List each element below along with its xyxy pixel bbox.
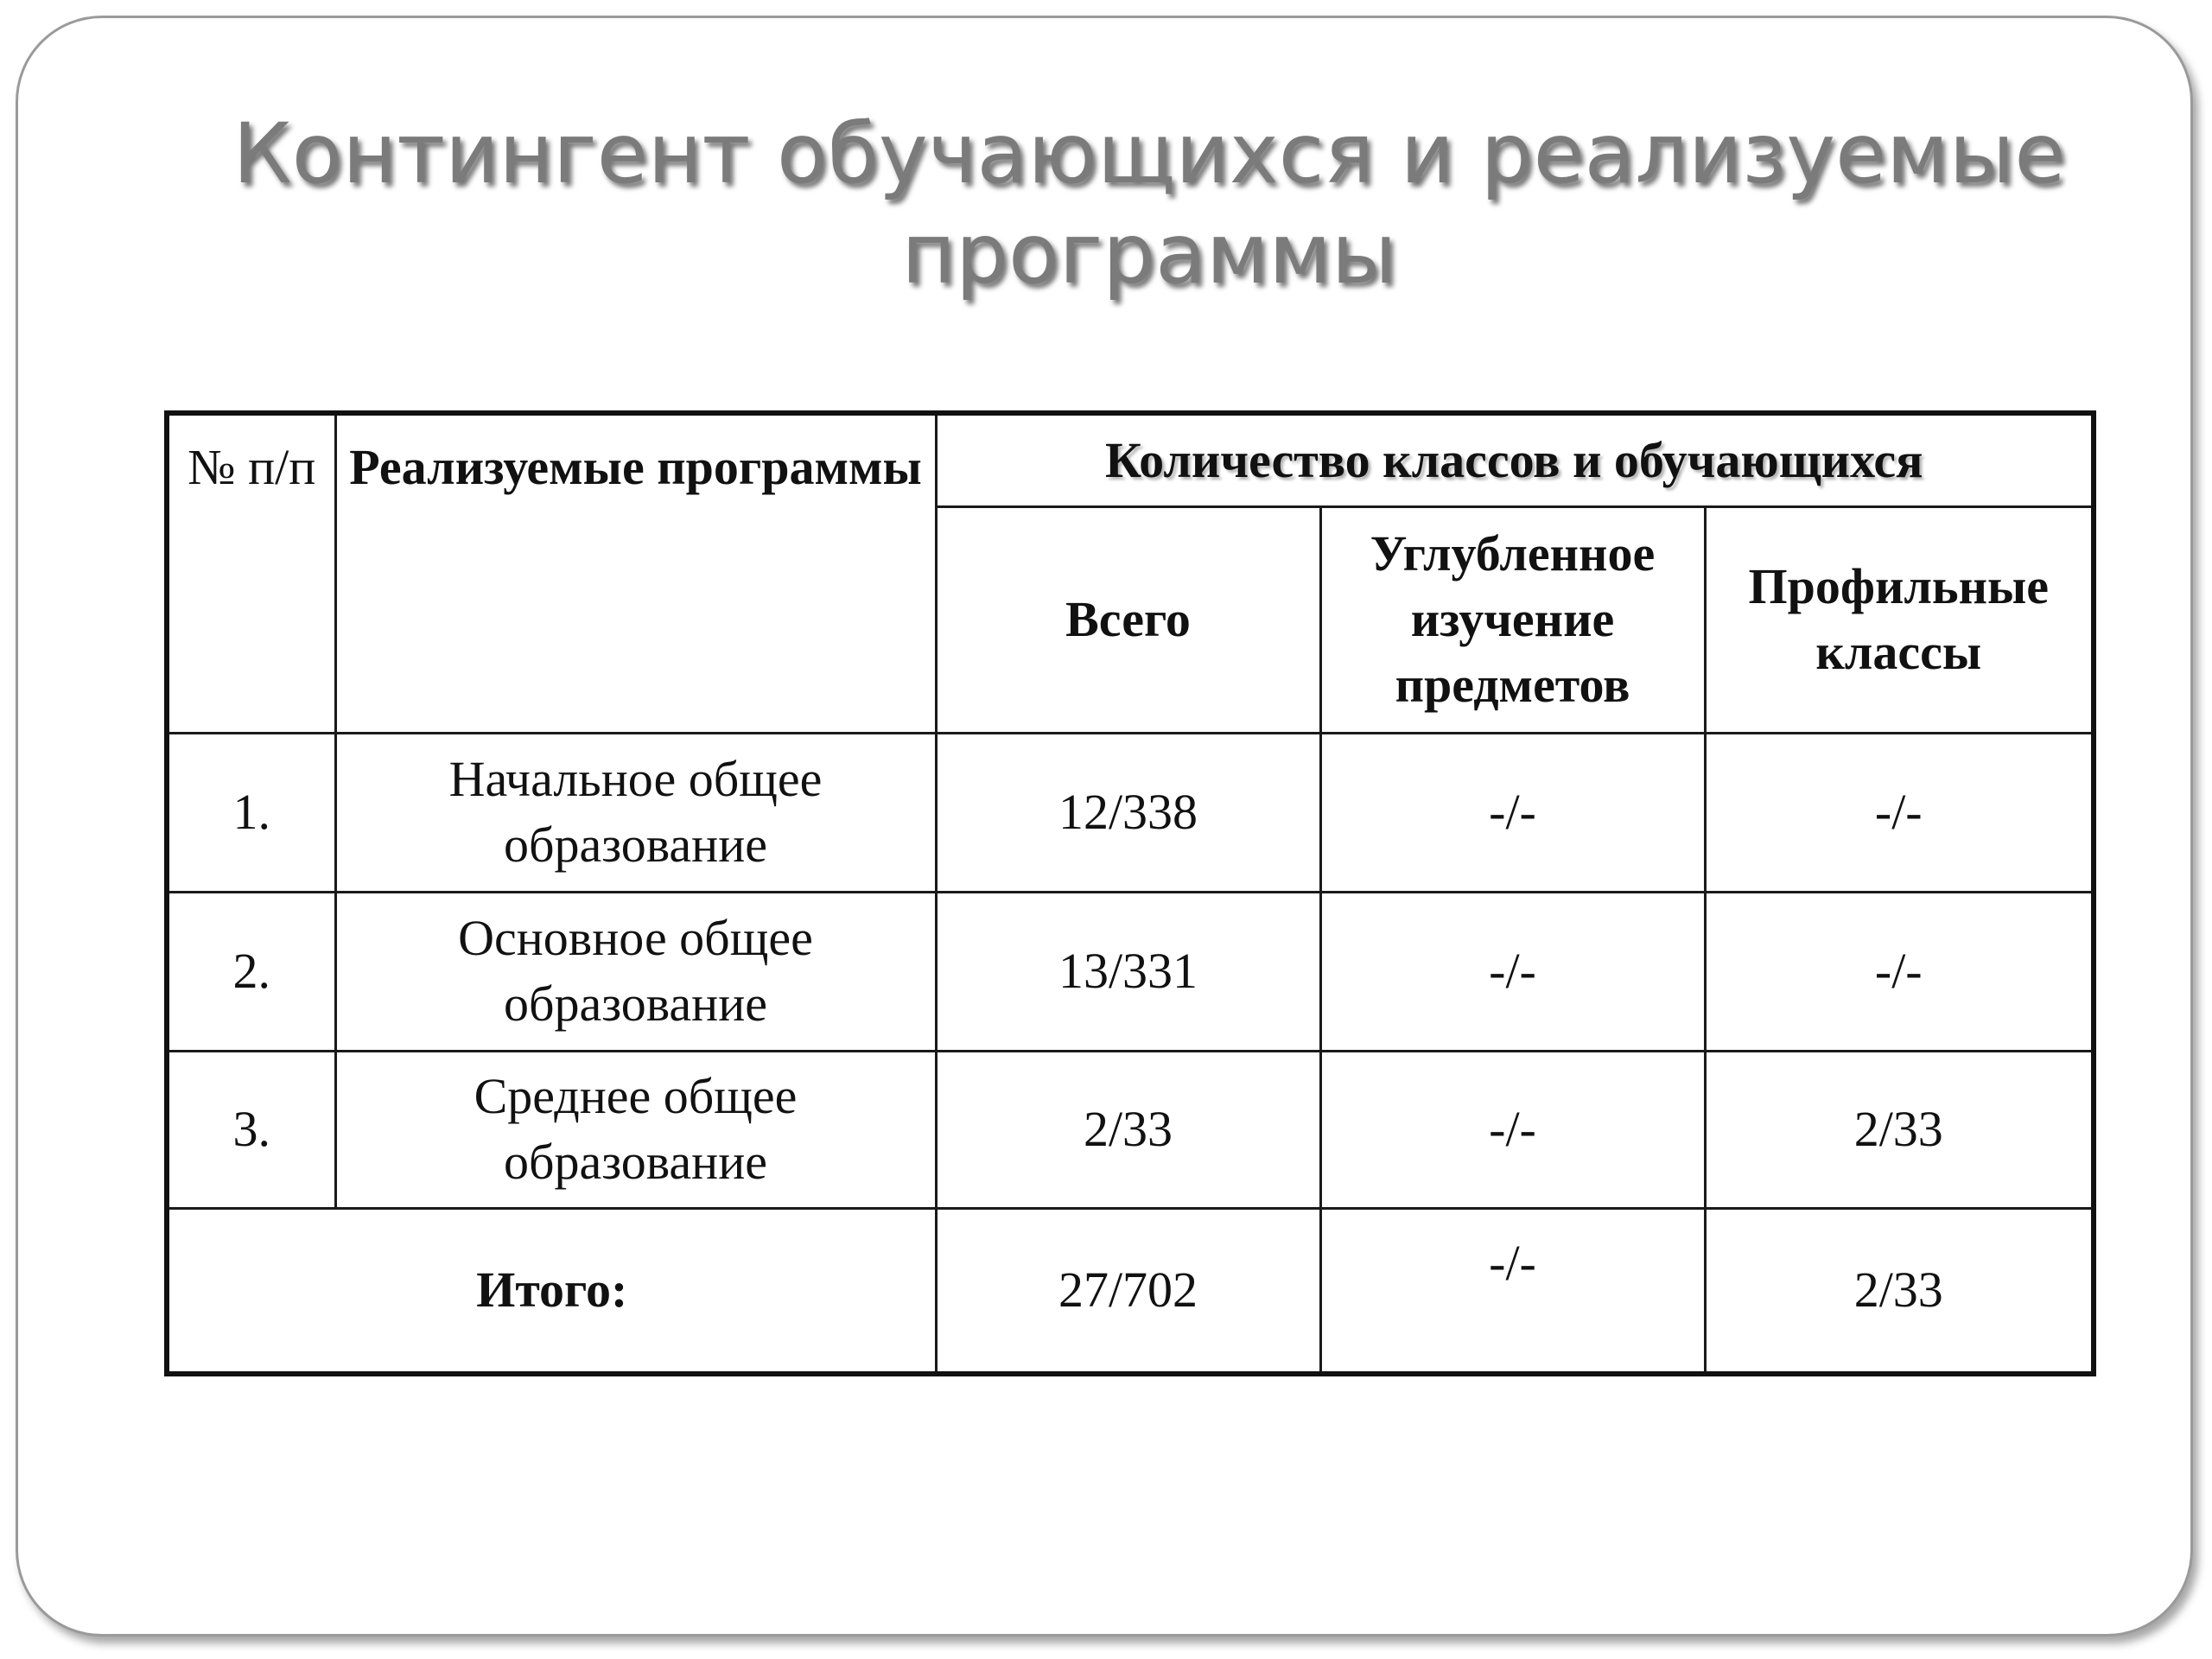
- row-total: 2/33: [936, 1051, 1320, 1208]
- summary-advanced: -/-: [1320, 1208, 1705, 1374]
- slide-title: Контингент обучающихся и реализуемые программы: [232, 105, 2066, 302]
- header-total: Всего: [936, 506, 1320, 733]
- summary-row: [167, 1208, 2094, 1374]
- header-number: № п/п: [167, 413, 335, 733]
- row-number: 1.: [167, 733, 335, 892]
- row-number: 2.: [167, 892, 335, 1051]
- row-program: Начальное общее образование: [335, 733, 936, 892]
- row-program: Основное общее образование: [335, 892, 936, 1051]
- header-row-1: [167, 413, 2094, 506]
- row-total: 13/331: [936, 892, 1320, 1051]
- summary-label: Итого:: [167, 1208, 936, 1374]
- row-number: 3.: [167, 1051, 335, 1208]
- row-advanced: -/-: [1320, 733, 1705, 892]
- programs-table: [164, 410, 2096, 1376]
- row-advanced: -/-: [1320, 1051, 1705, 1208]
- table-row: [167, 1051, 2094, 1208]
- table-row: [167, 733, 2094, 892]
- row-program: Среднее общее образование: [335, 1051, 936, 1208]
- summary-total: 27/702: [936, 1208, 1320, 1374]
- row-total: 12/338: [936, 733, 1320, 892]
- header-programs: Реализуемые программы: [335, 413, 936, 733]
- header-advanced: Углубленное изучение предметов: [1320, 506, 1705, 733]
- header-profile: Профильные классы: [1705, 506, 2094, 733]
- row-advanced: -/-: [1320, 892, 1705, 1051]
- row-profile: -/-: [1705, 733, 2094, 892]
- summary-profile: 2/33: [1705, 1208, 2094, 1374]
- table-container: [164, 410, 2091, 1376]
- row-profile: 2/33: [1705, 1051, 2094, 1208]
- header-group: Количество классов и обучающихся: [936, 413, 2094, 506]
- table-row: [167, 892, 2094, 1051]
- row-profile: -/-: [1705, 892, 2094, 1051]
